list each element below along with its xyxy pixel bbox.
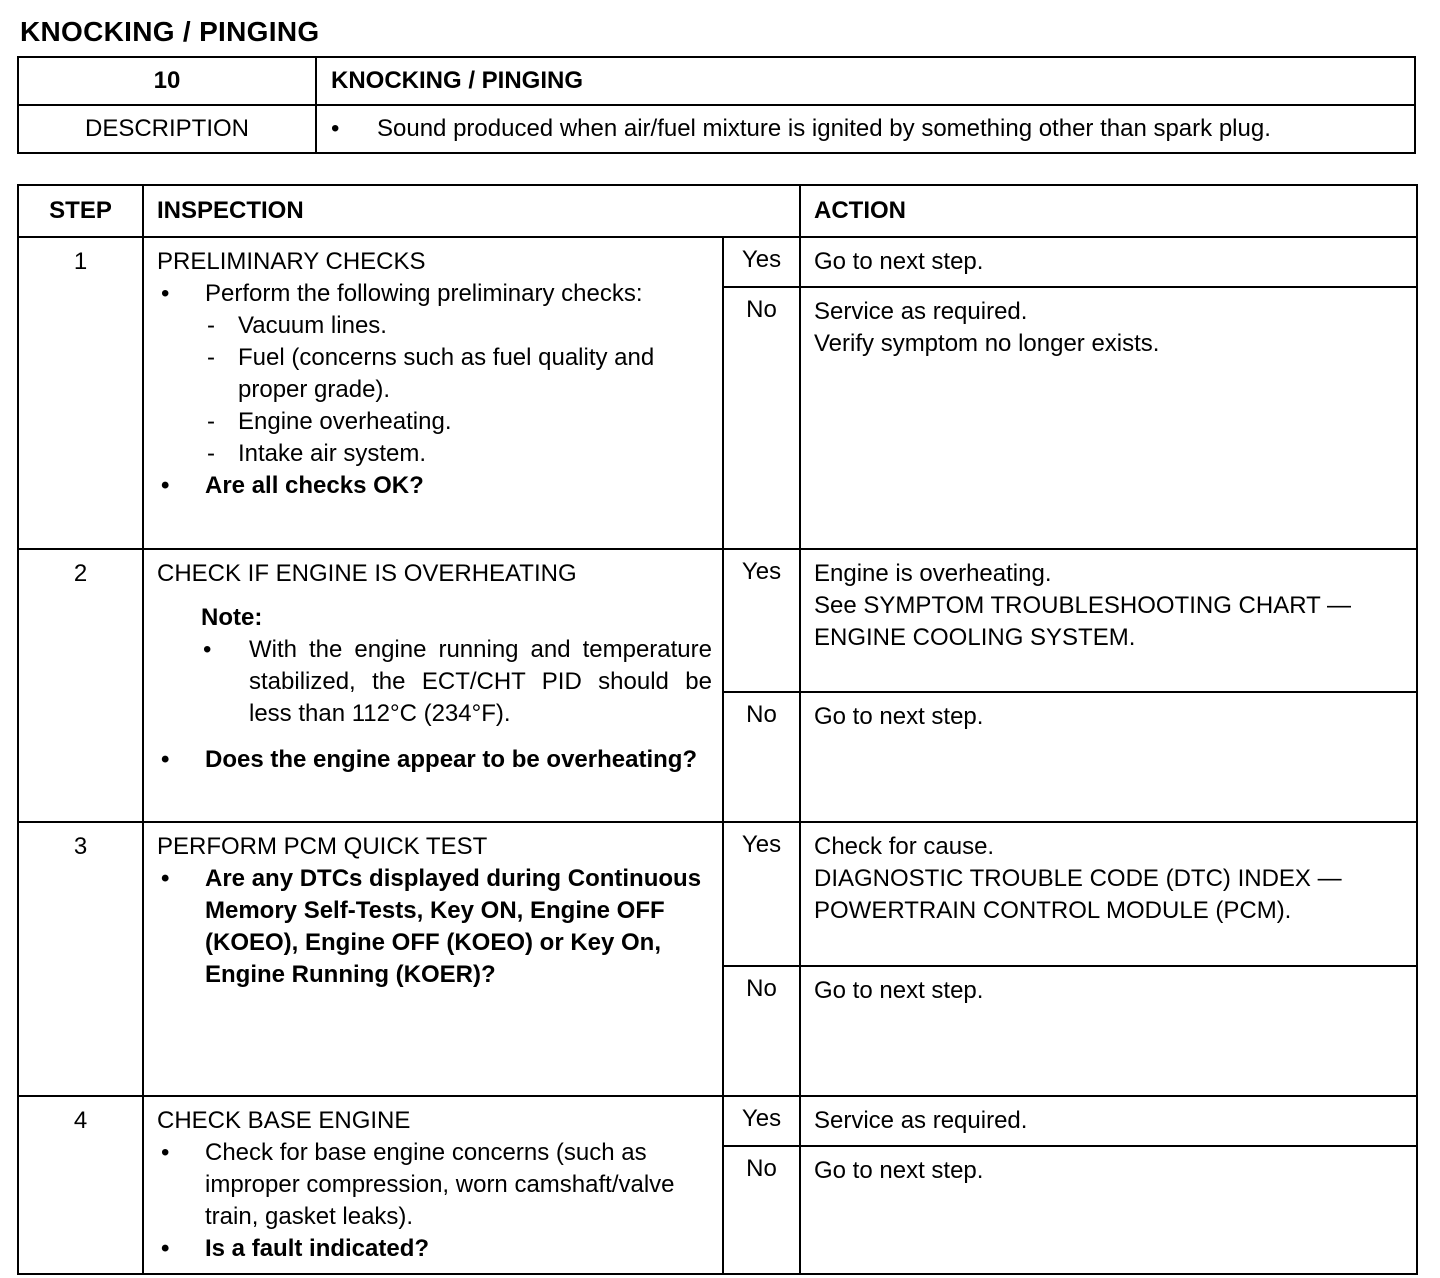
dash-icon: - bbox=[207, 440, 215, 467]
step-number: 2 bbox=[18, 549, 143, 822]
page-title: KNOCKING / PINGING bbox=[20, 16, 320, 47]
list-item bbox=[157, 438, 712, 470]
yes-label: Yes bbox=[723, 549, 800, 692]
check-item: Fuel (concerns such as fuel quality and proper grade). bbox=[238, 344, 655, 403]
list-item bbox=[157, 470, 712, 502]
step-question: Is a fault indicated? bbox=[205, 1235, 430, 1262]
yes-action: Go to next step. bbox=[800, 237, 1417, 287]
step-title: CHECK BASE ENGINE bbox=[157, 1107, 411, 1134]
yes-label: Yes bbox=[723, 1096, 800, 1146]
no-label: No bbox=[723, 966, 800, 1096]
dash-icon: - bbox=[207, 344, 215, 371]
step-title: PRELIMINARY CHECKS bbox=[157, 248, 426, 275]
yes-action-line: Engine is overheating. bbox=[814, 560, 1052, 587]
step-3-yes-row bbox=[18, 822, 1417, 966]
yes-action-line: DIAGNOSTIC TROUBLE CODE (DTC) INDEX — POWERTRAIN CONTROL MODULE (PCM). bbox=[814, 865, 1342, 924]
step-header: STEP bbox=[18, 185, 143, 237]
step-3-inspection bbox=[143, 822, 723, 1096]
step-2-yes-row bbox=[18, 549, 1417, 692]
yes-action-line: See SYMPTOM TROUBLESHOOTING CHART — ENGINE COOLING SYSTEM. bbox=[814, 592, 1351, 651]
no-action: Go to next step. bbox=[800, 966, 1417, 1096]
yes-action: Service as required. bbox=[800, 1096, 1417, 1146]
no-action-line: Verify symptom no longer exists. bbox=[814, 330, 1160, 357]
symptom-number: 10 bbox=[18, 57, 316, 105]
list-item bbox=[157, 310, 712, 342]
step-1-yes-row bbox=[18, 237, 1417, 287]
no-action-line: Service as required. bbox=[814, 298, 1028, 325]
step-number: 1 bbox=[18, 237, 143, 549]
no-label: No bbox=[723, 287, 800, 549]
bullet-icon: • bbox=[161, 1139, 170, 1166]
symptom-heading: KNOCKING / PINGING bbox=[316, 57, 1415, 105]
dash-icon: - bbox=[207, 312, 215, 339]
step-title: PERFORM PCM QUICK TEST bbox=[157, 833, 488, 860]
yes-label: Yes bbox=[723, 822, 800, 966]
step-4-yes-row bbox=[18, 1096, 1417, 1146]
step-title: CHECK IF ENGINE IS OVERHEATING bbox=[157, 560, 577, 587]
summary-header-row bbox=[18, 57, 1415, 105]
action-header: ACTION bbox=[800, 185, 1417, 237]
summary-table bbox=[17, 56, 1416, 154]
yes-action bbox=[800, 822, 1417, 966]
dash-icon: - bbox=[207, 408, 215, 435]
bullet-icon: • bbox=[161, 472, 170, 499]
bullet-icon: • bbox=[331, 115, 340, 142]
bullet-icon: • bbox=[161, 280, 170, 307]
step-question: Are any DTCs displayed during Continuous Memory Self-Tests, Key ON, Engine OFF (KOEO), Engine OFF (KOEO) or Key On, Engine Running (KOER)? bbox=[205, 865, 702, 988]
list-item bbox=[157, 744, 712, 776]
check-item: Vacuum lines. bbox=[238, 312, 387, 339]
yes-action bbox=[800, 549, 1417, 692]
description-cell bbox=[316, 105, 1415, 153]
check-item: Intake air system. bbox=[238, 440, 427, 467]
list-item bbox=[157, 863, 712, 991]
step-2-inspection bbox=[143, 549, 723, 822]
bullet-icon: • bbox=[161, 1235, 170, 1262]
description-text: Sound produced when air/fuel mixture is ignited by something other than spark plug. bbox=[377, 115, 1271, 142]
step-question: Does the engine appear to be overheating? bbox=[205, 746, 698, 773]
step-intro: Check for base engine concerns (such as improper compression, worn camshaft/valve train, gasket leaks). bbox=[205, 1139, 675, 1230]
table-header-row bbox=[18, 185, 1417, 237]
step-number: 4 bbox=[18, 1096, 143, 1274]
step-question: Are all checks OK? bbox=[205, 472, 424, 499]
list-item bbox=[157, 278, 712, 310]
note-text: With the engine running and temperature stabilized, the ECT/CHT PID should be less than 112°C (234°F). bbox=[249, 636, 712, 727]
step-number: 3 bbox=[18, 822, 143, 1096]
bullet-icon: • bbox=[161, 746, 170, 773]
bullet-icon: • bbox=[161, 865, 170, 892]
list-item bbox=[157, 1137, 712, 1233]
check-item: Engine overheating. bbox=[238, 408, 452, 435]
description-label: DESCRIPTION bbox=[18, 105, 316, 153]
yes-action-line: Check for cause. bbox=[814, 833, 995, 860]
note-label: Note: bbox=[201, 604, 263, 631]
no-action bbox=[800, 287, 1417, 549]
inspection-header: INSPECTION bbox=[143, 185, 800, 237]
no-action: Go to next step. bbox=[800, 1146, 1417, 1274]
step-intro: Perform the following preliminary checks: bbox=[205, 280, 643, 307]
bullet-icon: • bbox=[203, 636, 212, 663]
diagnostic-table bbox=[17, 184, 1418, 1275]
list-item bbox=[157, 634, 712, 730]
list-item bbox=[157, 342, 712, 406]
no-action: Go to next step. bbox=[800, 692, 1417, 822]
step-4-inspection bbox=[143, 1096, 723, 1274]
yes-label: Yes bbox=[723, 237, 800, 287]
list-item bbox=[157, 1233, 712, 1265]
list-item bbox=[157, 406, 712, 438]
step-1-inspection bbox=[143, 237, 723, 549]
summary-description-row bbox=[18, 105, 1415, 153]
no-label: No bbox=[723, 692, 800, 822]
no-label: No bbox=[723, 1146, 800, 1274]
